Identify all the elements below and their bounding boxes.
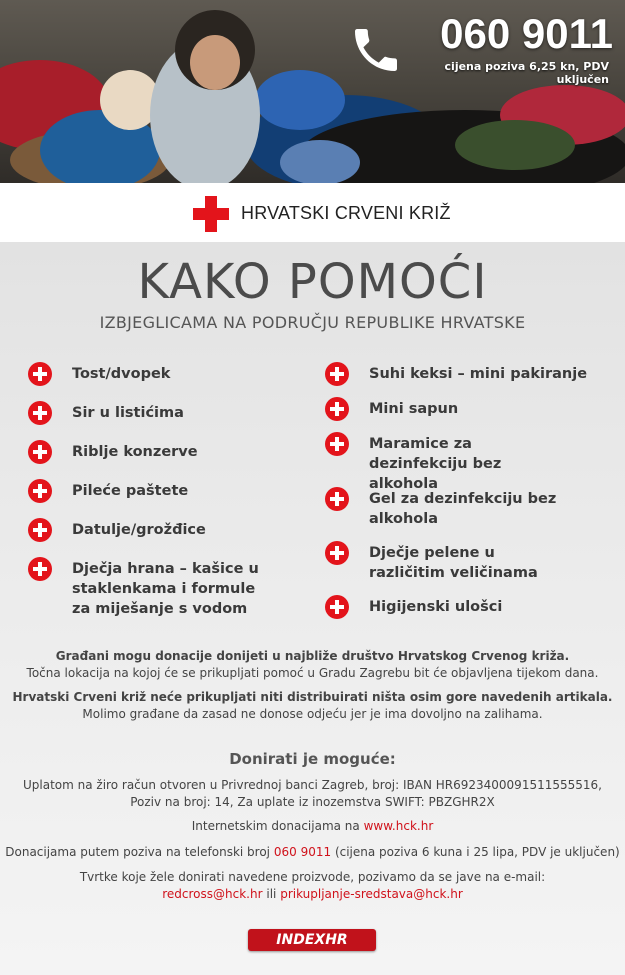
plus-circle-icon bbox=[28, 518, 52, 542]
info-paragraph-1 bbox=[0, 648, 625, 682]
list-item bbox=[325, 543, 575, 583]
plus-circle-icon bbox=[325, 487, 349, 511]
plus-circle-icon bbox=[325, 541, 349, 565]
plus-circle-icon bbox=[325, 432, 349, 456]
list-item-label: Riblje konzerve bbox=[72, 444, 198, 460]
info-bold-text: Hrvatski Crveni križ neće prikupljati niti distribuirati ništa osim gore navedenih artikala. bbox=[12, 690, 613, 704]
index-hr-logo: INDEXHR bbox=[248, 929, 376, 951]
plus-circle-icon bbox=[28, 557, 52, 581]
list-item-label: Tost/dvopek bbox=[72, 366, 171, 382]
list-item-label: Gel za dezinfekciju bez alkohola bbox=[369, 491, 557, 527]
plus-circle-icon bbox=[325, 595, 349, 619]
list-item bbox=[28, 520, 303, 540]
email-link-redcross[interactable]: redcross@hck.hr bbox=[162, 887, 263, 901]
web-donation-info bbox=[0, 818, 625, 835]
list-item bbox=[325, 597, 610, 617]
list-item-label: Pileće paštete bbox=[72, 483, 189, 499]
info-text: Točna lokacija na kojoj će se prikupljati pomoć u Gradu Zagrebu bit će objavljena tijekom dana. bbox=[26, 666, 599, 680]
list-item-label: Mini sapun bbox=[369, 401, 459, 417]
website-link[interactable]: www.hck.hr bbox=[363, 819, 434, 833]
list-item-label: Suhi keksi – mini pakiranje bbox=[369, 366, 588, 382]
donate-heading: Donirati je moguće: bbox=[229, 750, 396, 768]
list-item bbox=[325, 489, 575, 529]
bank-line: Poziv na broj: 14, Za uplate iz inozemstva SWIFT: PBZGHR2X bbox=[130, 795, 495, 809]
phone-donation-text: Donacijama putem poziva na telefonski broj bbox=[5, 845, 271, 859]
page-subtitle: IZBJEGLICAMA NA PODRUČJU REPUBLIKE HRVATSKE bbox=[99, 313, 526, 332]
list-item bbox=[325, 364, 610, 384]
email-separator: ili bbox=[266, 887, 277, 901]
photo-shape bbox=[190, 35, 240, 90]
list-item-label: Dječje pelene u različitim veličinama bbox=[369, 545, 538, 581]
list-item bbox=[28, 364, 303, 384]
hotline-number[interactable]: 060 9011 bbox=[440, 10, 613, 57]
list-item bbox=[28, 481, 303, 501]
photo-shape bbox=[255, 70, 345, 130]
info-bold-text: Građani mogu donacije donijeti u najbliže društvo Hrvatskog Crvenog križa. bbox=[55, 649, 570, 663]
email-link-fundraising[interactable]: prikupljanje-sredstava@hck.hr bbox=[280, 887, 463, 901]
organization-name: HRVATSKI CRVENI KRIŽ bbox=[241, 203, 451, 223]
plus-circle-icon bbox=[325, 362, 349, 386]
info-text: Molimo građane da zasad ne donose odjeću jer je ima dovoljno na zalihama. bbox=[82, 707, 543, 721]
plus-circle-icon bbox=[325, 397, 349, 421]
plus-circle-icon bbox=[28, 479, 52, 503]
phone-donation-number[interactable]: 060 9011 bbox=[273, 845, 332, 859]
phone-donation-info bbox=[0, 844, 625, 861]
web-donation-text: Internetskim donacijama na bbox=[191, 819, 360, 833]
list-item-label: Maramice za dezinfekciju bez alkohola bbox=[369, 436, 502, 492]
page-title: KAKO POMOĆI bbox=[137, 254, 488, 310]
phone-donation-price: (cijena poziva 6 kuna i 25 lipa, PDV je uključen) bbox=[334, 845, 620, 859]
logo-band bbox=[0, 183, 625, 242]
list-item bbox=[28, 442, 303, 462]
list-item bbox=[325, 434, 575, 494]
bank-transfer-info bbox=[0, 777, 625, 811]
list-item-label: Dječja hrana – kašice u staklenkama i formule za miješanje s vodom bbox=[72, 561, 259, 617]
bank-line: Uplatom na žiro račun otvoren u Privrednoj banci Zagreb, broj: IBAN HR6923400091511555516, bbox=[23, 778, 602, 792]
list-item bbox=[28, 403, 303, 423]
info-paragraph-2 bbox=[0, 689, 625, 723]
hotline-price-note: cijena poziva 6,25 kn, PDV uključen bbox=[444, 60, 609, 86]
plus-circle-icon bbox=[28, 362, 52, 386]
list-item bbox=[28, 559, 278, 619]
red-cross-icon bbox=[193, 196, 229, 232]
list-item-label: Datulje/grožđice bbox=[72, 522, 206, 538]
company-donation-info bbox=[0, 869, 625, 903]
header-photo bbox=[0, 0, 625, 183]
plus-circle-icon bbox=[28, 401, 52, 425]
photo-shape bbox=[280, 140, 360, 183]
plus-circle-icon bbox=[28, 440, 52, 464]
photo-shape bbox=[455, 120, 575, 170]
list-item-label: Higijenski ulošci bbox=[369, 599, 503, 615]
list-item-label: Sir u listićima bbox=[72, 405, 184, 421]
list-item bbox=[325, 399, 610, 419]
company-donation-text: Tvrtke koje žele donirati navedene proizvode, pozivamo da se jave na e-mail: bbox=[79, 870, 546, 884]
